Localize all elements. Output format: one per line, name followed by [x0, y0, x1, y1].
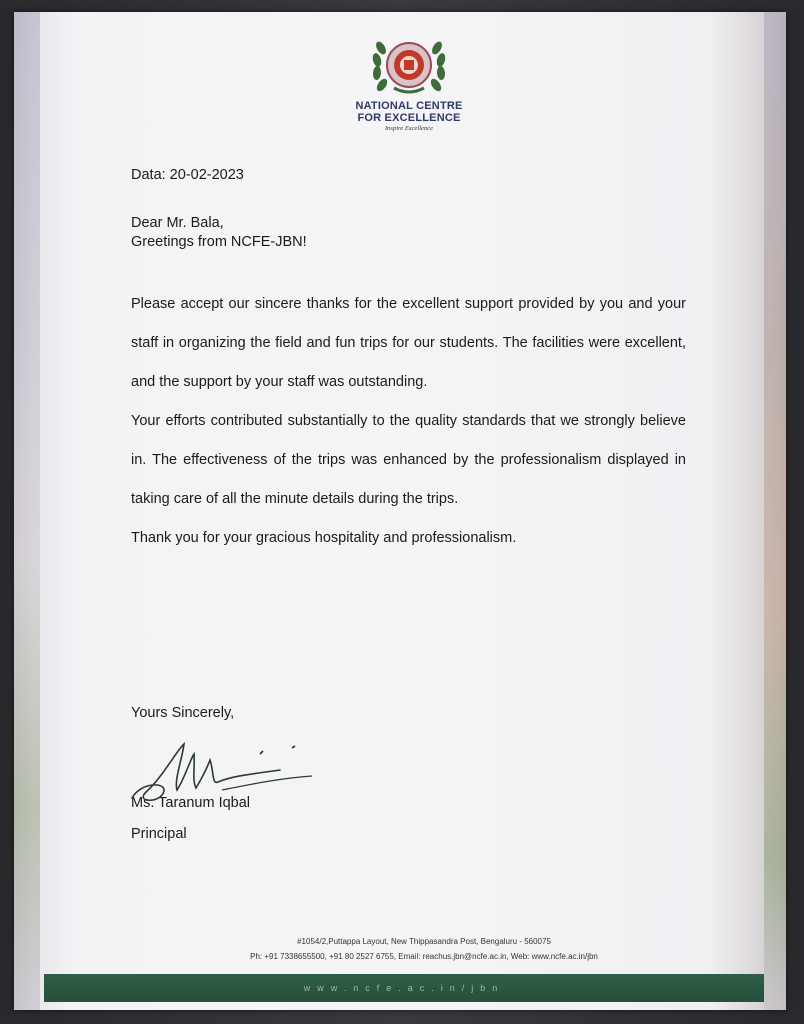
greeting: Greetings from NCFE-JBN!: [131, 234, 307, 250]
address-line-2: Ph: +91 7338655500, +91 80 2527 6755, Email: reachus.jbn@ncfe.ac.in, Web: www.ncfe.ac.in/jbn: [250, 952, 598, 961]
letterhead-logo: [355, 30, 463, 140]
signature-icon: [122, 740, 322, 810]
paragraph-2: Your efforts contributed substantially to the quality standards that we strongly believe in. The effectiveness of the trips was enhanced by the professionalism displayed in taking care of all the minute details during the trips.: [131, 413, 686, 507]
paragraph-1: Please accept our sincere thanks for the excellent support provided by you and your staff in organizing the field and fun trips for our students. The facilities were excellent, and the support by your staff was outstanding.: [131, 296, 686, 390]
paper-edge-left: [14, 12, 40, 1010]
letter-paragraphs: [131, 285, 686, 558]
org-name-line2: FOR EXCELLENCE: [357, 112, 461, 124]
letter-date: Data: 20-02-2023: [131, 167, 244, 183]
org-name-line1: NATIONAL CENTRE: [355, 100, 463, 112]
letter-paper: [14, 12, 786, 1010]
signer-title: Principal: [131, 826, 187, 842]
salutation: Dear Mr. Bala,: [131, 215, 224, 231]
paper-edge-right: [764, 12, 786, 1010]
signer-name: Ms. Taranum Iqbal: [131, 795, 251, 811]
footer-address: [144, 934, 704, 964]
closing: Yours Sincerely,: [131, 705, 235, 721]
salutation-block: [131, 214, 307, 252]
footer-website: www.ncfe.ac.in/jbn: [303, 983, 505, 993]
org-tagline: Inspire Excellence: [385, 125, 433, 132]
emblem-icon: [364, 30, 454, 100]
footer-bar: [44, 974, 764, 1002]
address-line-1: #1054/2,Puttappa Layout, New Thippasandra Post, Bengaluru - 560075: [297, 937, 551, 946]
paragraph-3: Thank you for your gracious hospitality and professionalism.: [131, 530, 517, 546]
